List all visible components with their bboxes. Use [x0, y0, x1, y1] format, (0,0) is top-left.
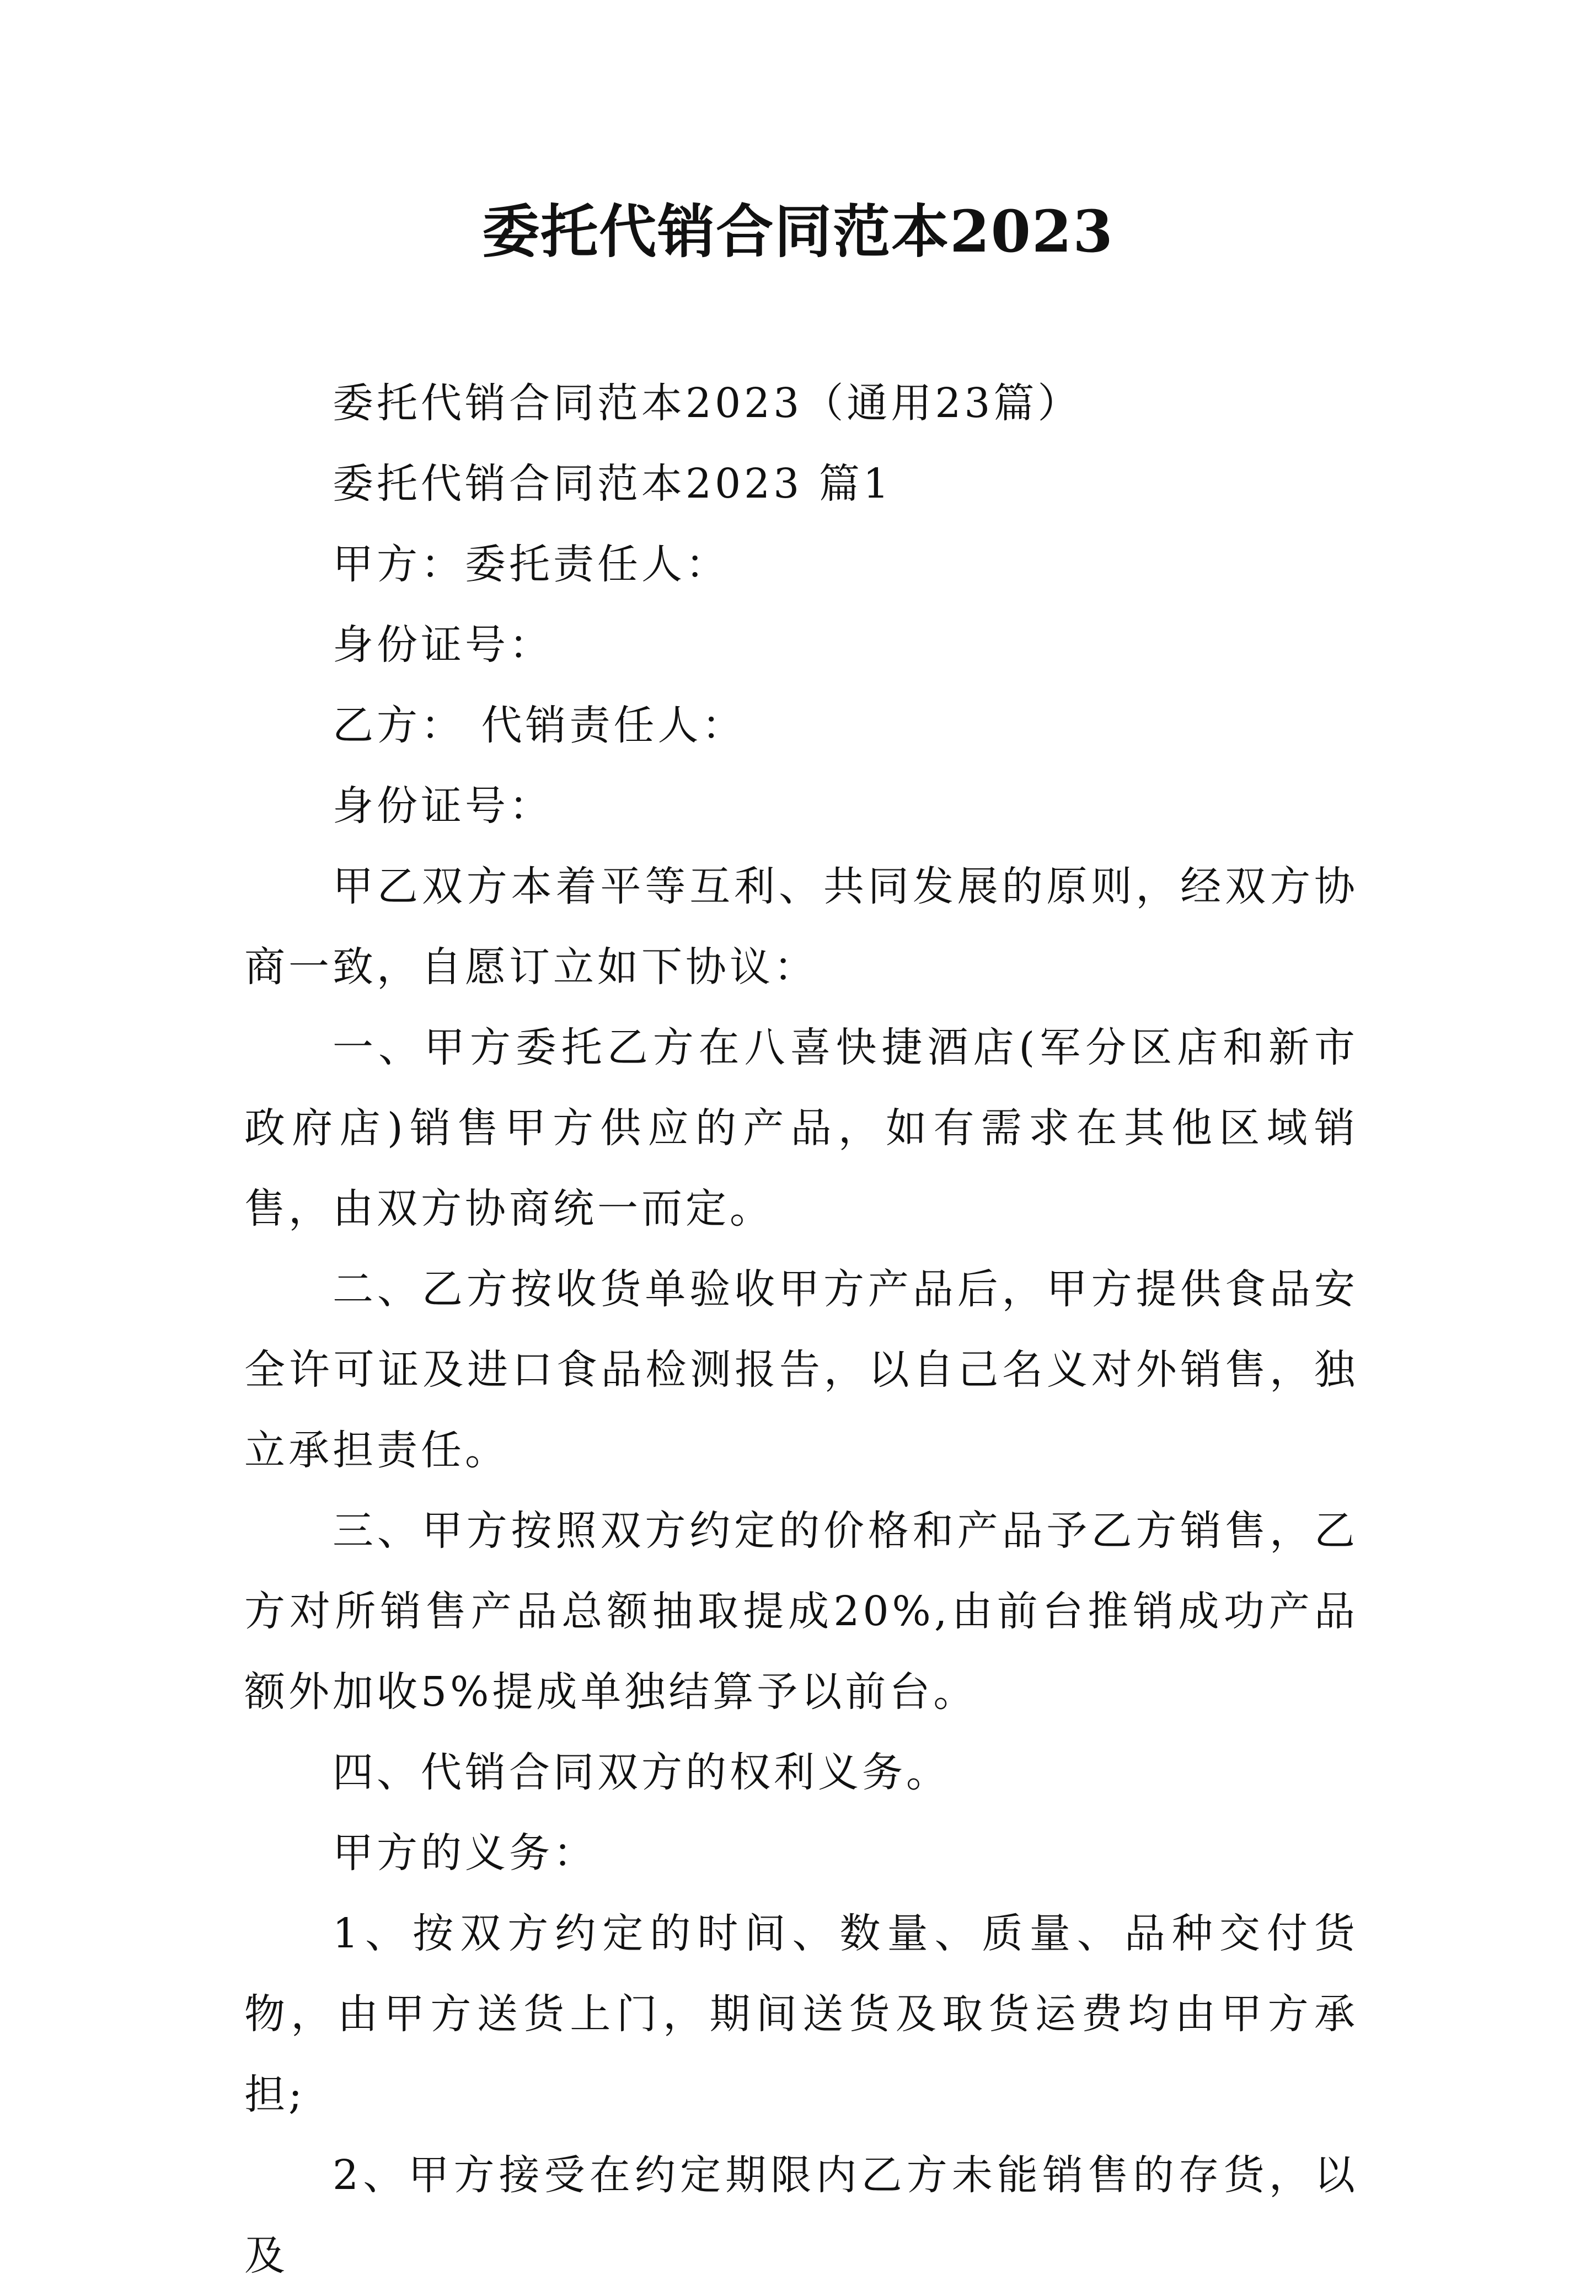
- paragraph: 乙方： 代销责任人：: [333, 702, 746, 749]
- paragraph: 2、甲方接受在约定期限内乙方未能销售的存货，以及: [244, 2151, 1358, 2279]
- paragraph: 甲方：委托责任人：: [333, 541, 730, 588]
- paragraph: 身份证号：: [333, 782, 553, 830]
- paragraph: 一、甲方委托乙方在八喜快捷酒店(军分区店和新市政府店)销售甲方供应的产品，如有需求在其他区域销售，由双方协商统一而定。: [244, 1024, 1358, 1232]
- paragraph: 二、乙方按收货单验收甲方产品后，甲方提供食品安全许可证及进口食品检测报告，以自己名义对外销售，独立承担责任。: [244, 1266, 1358, 1474]
- paragraph: 委托代销合同范本2023 篇1: [333, 460, 892, 508]
- paragraph: 四、代销合同双方的权利义务。: [333, 1749, 950, 1796]
- document-title: 委托代销合同范本2023: [482, 197, 1114, 265]
- paragraph: 甲方的义务：: [333, 1829, 597, 1877]
- document-body: [244, 363, 1358, 2296]
- paragraph: 三、甲方按照双方约定的价格和产品予乙方销售，乙方对所销售产品总额抽取提成20%,由前台推销成功产品额外加收5%提成单独结算予以前台。: [244, 1507, 1358, 1716]
- paragraph: 甲乙双方本着平等互利、共同发展的原则，经双方协商一致，自愿订立如下协议：: [244, 863, 1358, 991]
- paragraph: 身份证号：: [333, 621, 553, 669]
- paragraph: 委托代销合同范本2023（通用23篇）: [333, 380, 1082, 427]
- paragraph: 1、按双方约定的时间、数量、质量、品种交付货物，由甲方送货上门，期间送货及取货运费均由甲方承担;: [244, 1910, 1358, 2118]
